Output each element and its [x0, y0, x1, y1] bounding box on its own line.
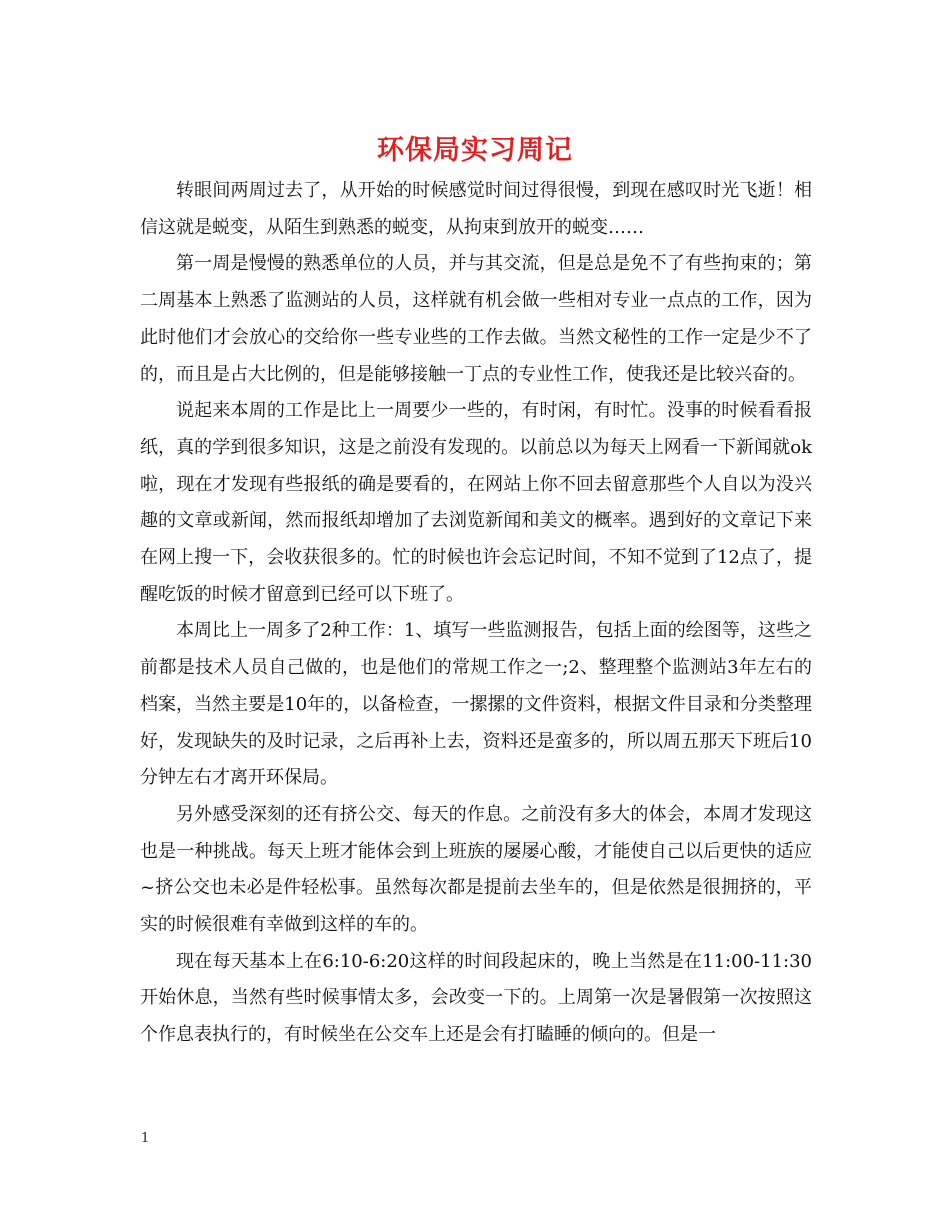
document-body	[140, 173, 812, 1054]
paragraph: 另外感受深刻的还有挤公交、每天的作息。之前没有多大的体会，本周才发现这也是一种挑战。每天上班才能体会到上班族的屡屡心酸，才能使自己以后更快的适应~挤公交也未必是件轻松事。虽然每次都是提前去坐车的，但是依然是很拥挤的，平实的时候很难有幸做到这样的车的。	[140, 803, 812, 936]
page-number: 1	[141, 1131, 150, 1146]
paragraph: 本周比上一周多了2种工作：1、填写一些监测报告，包括上面的绘图等，这些之前都是技术人员自己做的，也是他们的常规工作之一;2、整理整个监测站3年左右的档案，当然主要是10年的，以备检查，一摞摞的文件资料，根据文件目录和分类整理好，发现缺失的及时记录，之后再补上去，资料还是蛮多的，所以周五那天下班后10分钟左右才离开环保局。	[140, 620, 812, 789]
paragraph: 说起来本周的工作是比上一周要少一些的，有时闲，有时忙。没事的时候看看报纸，真的学到很多知识，这是之前没有发现的。以前总以为每天上网看一下新闻就ok啦，现在才发现有些报纸的确是要看的，在网站上你不回去留意那些个人自以为没兴趣的文章或新闻，然而报纸却增加了去浏览新闻和美文的概率。遇到好的文章记下来在网上搜一下，会收获很多的。忙的时候也许会忘记时间，不知不觉到了12点了，提醒吃饭的时候才留意到已经可以下班了。	[140, 400, 812, 605]
paragraph: 第一周是慢慢的熟悉单位的人员，并与其交流，但是总是免不了有些拘束的；第二周基本上熟悉了监测站的人员，这样就有机会做一些相对专业一点点的工作，因为此时他们才会放心的交给你一些专业些的工作去做。当然文秘性的工作一定是少不了的，而且是占大比例的，但是能够接触一丁点的专业性工作，使我还是比较兴奋的。	[140, 253, 812, 385]
document-title: 环保局实习周记	[377, 135, 573, 166]
paragraph: 现在每天基本上在6:10-6:20这样的时间段起床的，晚上当然是在11:00-11:30开始休息，当然有些时候事情太多，会改变一下的。上周第一次是暑假第一次按照这个作息表执行的，有时候坐在公交车上还是会有打瞌睡的倾向的。但是一	[140, 950, 812, 1046]
paragraph: 转眼间两周过去了，从开始的时候感觉时间过得很慢，到现在感叹时光飞逝！相信这就是蜕变，从陌生到熟悉的蜕变，从拘束到放开的蜕变……	[140, 180, 812, 238]
